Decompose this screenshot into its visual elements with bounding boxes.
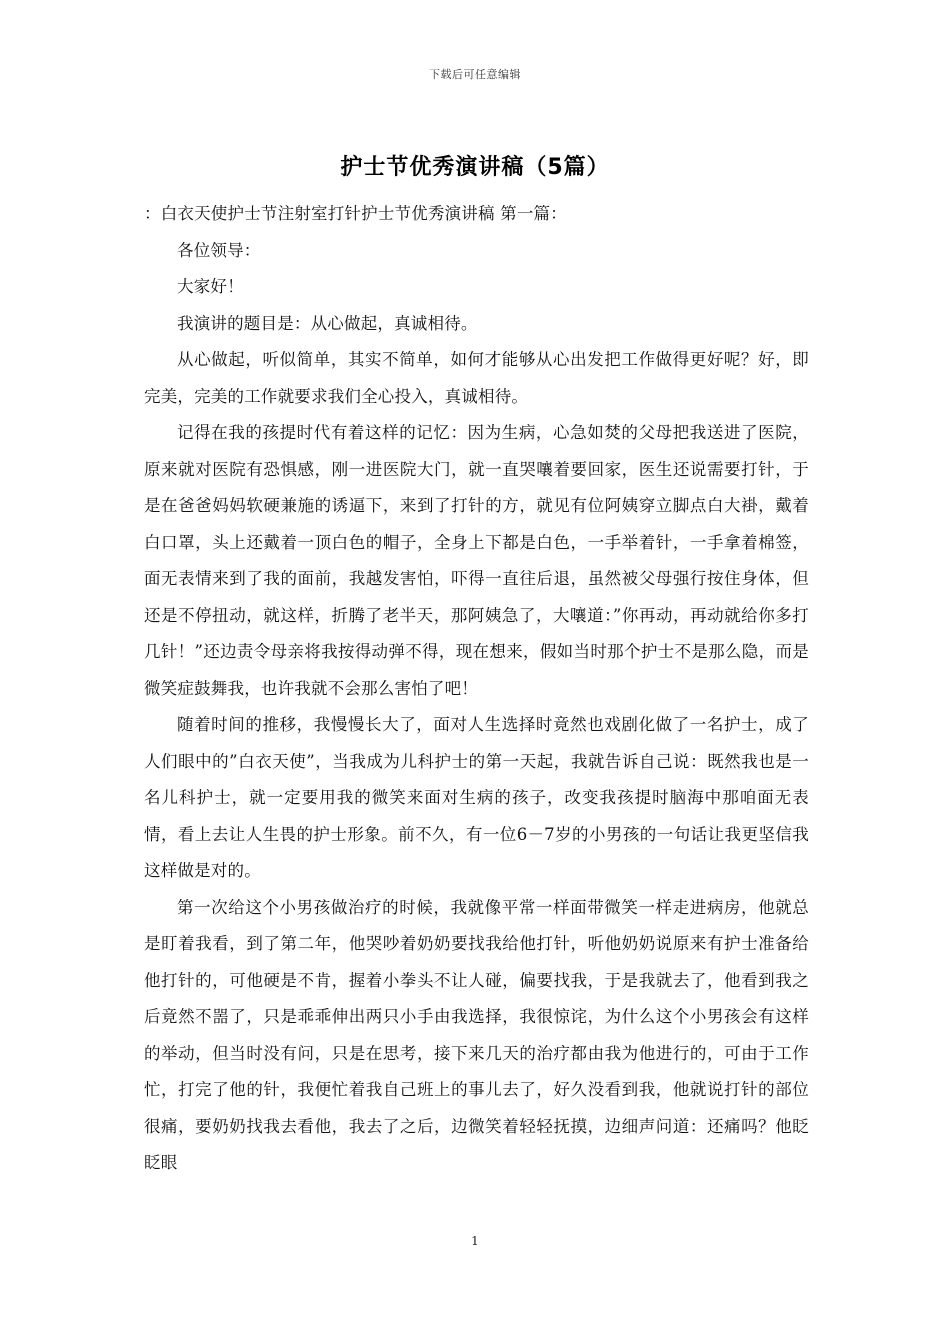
paragraph: 从心做起，听似简单，其实不简单，如何才能够从心出发把工作做得更好呢？好，即完美，完美的工作就要求我们全心投入，真诚相待。 [144, 350, 809, 406]
paragraph: ：白衣天使护士节注射室打针护士节优秀演讲稿 第一篇： [144, 204, 567, 223]
paragraph: 我演讲的题目是：从心做起，真诚相待。 [177, 313, 478, 333]
document-title: 护士节优秀演讲稿（5篇） [340, 155, 610, 180]
page-number: 1 [471, 1234, 479, 1248]
document-body [144, 196, 809, 1182]
paragraph: 记得在我的孩提时代有着这样的记忆：因为生病，心急如焚的父母把我送进了医院，原来就对医院有恐惧感，刚一进医院大门，就一直哭嚷着要回家，医生还说需要打针，于是在爸爸妈妈软硬兼施的诱逼下，来到了打针的方，就见有位阿姨穿立脚点白大褂，戴着白口罩，头上还戴着一顶白色的帽子，全身上下都是白色，一手举着针，一手拿着棉签，面无表情来到了我的面前，我越发害怕，吓得一直往后退，虽然被父母强行按住身体，但还是不停扭动，就这样，折腾了老半天，那阿姨急了，大嚷道：”你再动，再动就给你多打几针！”还边责令母亲将我按得动弹不得，现在想来，假如当时那个护士不是那么隐，而是微笑症鼓舞我，也许我就不会那么害怕了吧！ [144, 423, 809, 698]
header-note: 下载后可任意编辑 [429, 68, 521, 81]
paragraph: 第一次给这个小男孩做治疗的时候，我就像平常一样面带微笑一样走进病房，他就总是盯着我看，到了第二年，他哭吵着奶奶要找我给他打针，听他奶奶说原来有护士准备给他打针的，可他硬是不肯，握着小拳头不让人碰，偏要找我，于是我就去了，他看到我之后竟然不噐了，只是乖乖伸出两只小手由我选择，我很惊诧，为什么这个小男孩会有这样的举动，但当时没有问，只是在思考，接下来几天的治疗都由我为他进行的，可由于工作忙，打完了他的针，我便忙着我自己班上的事儿去了，好久没看到我，他就说打针的部位很痛，要奶奶找我去看他，我去了之后，边微笑着轻轻抚摸，边细声问道：还痛吗？他眨眨眼 [144, 897, 809, 1172]
paragraph: 大家好！ [177, 277, 244, 296]
paragraph: 随着时间的推移，我慢慢长大了，面对人生选择时竟然也戏剧化做了一名护士，成了人们眼中的”白衣天使”，当我成为儿科护士的第一天起，我就告诉自己说：既然我也是一名儿科护士，就一定要用我的微笑来面对生病的孩子，改变我孩提时脑海中那咱面无表情，看上去让人生畏的护士形象。前不久，有一位6－7岁的小男孩的一句话让我更坚信我这样做是对的。 [144, 715, 809, 880]
paragraph: 各位领导： [177, 240, 261, 260]
